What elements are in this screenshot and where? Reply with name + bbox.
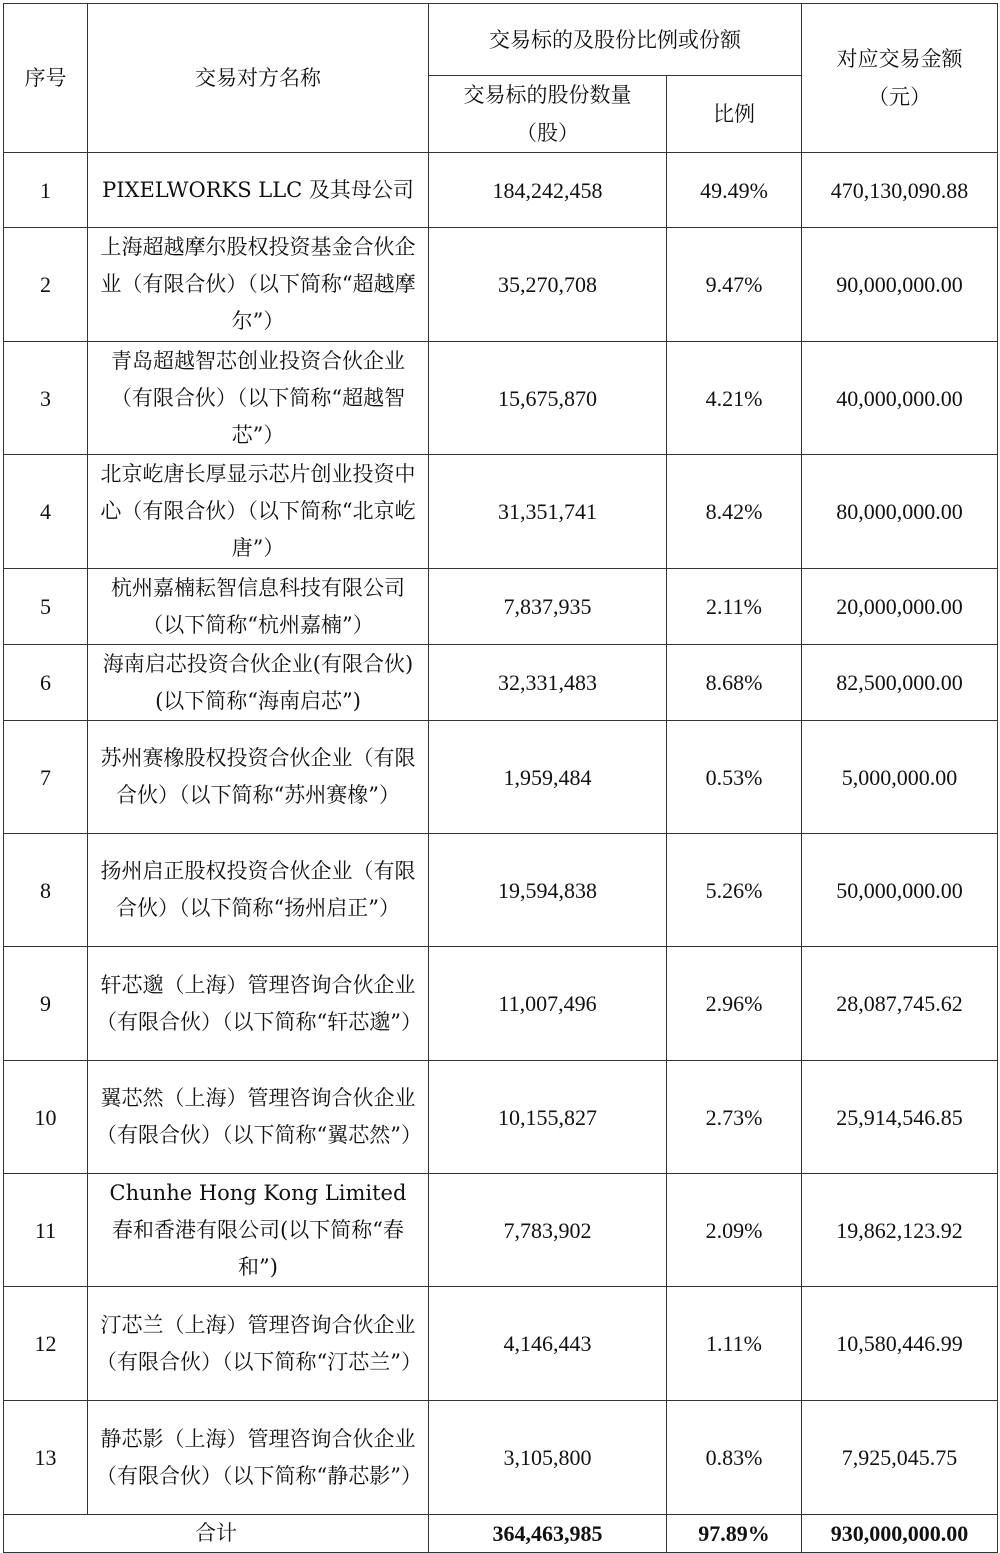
row-quantity: 7,783,902 — [429, 1174, 667, 1287]
row-index: 3 — [4, 342, 88, 455]
row-counterparty: Chunhe Hong Kong Limited 春和香港有限公司(以下简称“春和”) — [88, 1174, 429, 1287]
row-amount: 7,925,045.75 — [802, 1401, 998, 1515]
row-ratio: 5.26% — [667, 834, 802, 947]
row-quantity: 15,675,870 — [429, 342, 667, 455]
row-index: 13 — [4, 1401, 88, 1515]
total-label: 合计 — [4, 1515, 429, 1553]
row-amount: 20,000,000.00 — [802, 569, 998, 645]
header-ratio: 比例 — [667, 76, 802, 153]
row-index: 12 — [4, 1287, 88, 1401]
row-counterparty: 扬州启正股权投资合伙企业（有限合伙）（以下简称“扬州启正”） — [88, 834, 429, 947]
table-row — [4, 834, 998, 947]
row-index: 10 — [4, 1061, 88, 1174]
total-row — [4, 1515, 998, 1553]
row-ratio: 0.53% — [667, 721, 802, 834]
table-row — [4, 1287, 998, 1401]
row-quantity: 184,242,458 — [429, 153, 667, 228]
row-ratio: 9.47% — [667, 228, 802, 342]
row-quantity: 32,331,483 — [429, 645, 667, 721]
row-index: 6 — [4, 645, 88, 721]
header-index: 序号 — [4, 4, 88, 153]
transaction-table — [3, 3, 998, 1553]
table-row — [4, 153, 998, 228]
row-ratio: 1.11% — [667, 1287, 802, 1401]
row-counterparty: 上海超越摩尔股权投资基金合伙企业（有限合伙）（以下简称“超越摩尔”） — [88, 228, 429, 342]
row-quantity: 7,837,935 — [429, 569, 667, 645]
row-index: 5 — [4, 569, 88, 645]
table-row — [4, 1061, 998, 1174]
row-amount: 28,087,745.62 — [802, 947, 998, 1061]
row-ratio: 49.49% — [667, 153, 802, 228]
row-counterparty: 苏州赛橡股权投资合伙企业（有限合伙）（以下简称“苏州赛橡”） — [88, 721, 429, 834]
row-index: 11 — [4, 1174, 88, 1287]
row-amount: 90,000,000.00 — [802, 228, 998, 342]
row-counterparty: 青岛超越智芯创业投资合伙企业（有限合伙）（以下简称“超越智芯”） — [88, 342, 429, 455]
row-ratio: 8.68% — [667, 645, 802, 721]
table-row — [4, 569, 998, 645]
row-index: 4 — [4, 455, 88, 569]
row-quantity: 35,270,708 — [429, 228, 667, 342]
row-index: 2 — [4, 228, 88, 342]
row-counterparty: 汀芯兰（上海）管理咨询合伙企业（有限合伙）（以下简称“汀芯兰”） — [88, 1287, 429, 1401]
row-ratio: 2.96% — [667, 947, 802, 1061]
row-ratio: 8.42% — [667, 455, 802, 569]
table-row — [4, 947, 998, 1061]
row-quantity: 4,146,443 — [429, 1287, 667, 1401]
row-amount: 25,914,546.85 — [802, 1061, 998, 1174]
row-ratio: 4.21% — [667, 342, 802, 455]
table-row — [4, 455, 998, 569]
table-row — [4, 721, 998, 834]
total-ratio: 97.89% — [667, 1515, 802, 1553]
table-row — [4, 342, 998, 455]
row-quantity: 3,105,800 — [429, 1401, 667, 1515]
row-amount: 40,000,000.00 — [802, 342, 998, 455]
row-quantity: 1,959,484 — [429, 721, 667, 834]
row-index: 9 — [4, 947, 88, 1061]
row-quantity: 19,594,838 — [429, 834, 667, 947]
row-quantity: 10,155,827 — [429, 1061, 667, 1174]
row-ratio: 0.83% — [667, 1401, 802, 1515]
header-counterparty: 交易对方名称 — [88, 4, 429, 153]
table-row — [4, 228, 998, 342]
row-amount: 470,130,090.88 — [802, 153, 998, 228]
row-ratio: 2.73% — [667, 1061, 802, 1174]
row-quantity: 31,351,741 — [429, 455, 667, 569]
table-row — [4, 645, 998, 721]
header-group: 交易标的及股份比例或份额 — [429, 4, 802, 76]
table-row — [4, 1174, 998, 1287]
row-index: 1 — [4, 153, 88, 228]
row-ratio: 2.09% — [667, 1174, 802, 1287]
row-amount: 5,000,000.00 — [802, 721, 998, 834]
row-counterparty: 翼芯然（上海）管理咨询合伙企业（有限合伙）（以下简称“翼芯然”） — [88, 1061, 429, 1174]
row-counterparty: 杭州嘉楠耘智信息科技有限公司（以下简称“杭州嘉楠”） — [88, 569, 429, 645]
row-counterparty: 北京屹唐长厚显示芯片创业投资中心（有限合伙）（以下简称“北京屹唐”） — [88, 455, 429, 569]
total-quantity: 364,463,985 — [429, 1515, 667, 1553]
row-counterparty: 海南启芯投资合伙企业(有限合伙)(以下简称“海南启芯”) — [88, 645, 429, 721]
row-amount: 50,000,000.00 — [802, 834, 998, 947]
row-index: 8 — [4, 834, 88, 947]
row-counterparty: 静芯影（上海）管理咨询合伙企业（有限合伙）（以下简称“静芯影”） — [88, 1401, 429, 1515]
total-amount: 930,000,000.00 — [802, 1515, 998, 1553]
row-amount: 82,500,000.00 — [802, 645, 998, 721]
row-amount: 19,862,123.92 — [802, 1174, 998, 1287]
row-quantity: 11,007,496 — [429, 947, 667, 1061]
row-amount: 10,580,446.99 — [802, 1287, 998, 1401]
row-ratio: 2.11% — [667, 569, 802, 645]
header-quantity: 交易标的股份数量（股） — [429, 76, 667, 153]
row-index: 7 — [4, 721, 88, 834]
header-amount: 对应交易金额（元） — [802, 4, 998, 153]
row-amount: 80,000,000.00 — [802, 455, 998, 569]
row-counterparty: 轩芯邈（上海）管理咨询合伙企业（有限合伙）（以下简称“轩芯邈”） — [88, 947, 429, 1061]
table-row — [4, 1401, 998, 1515]
row-counterparty: PIXELWORKS LLC 及其母公司 — [88, 153, 429, 228]
